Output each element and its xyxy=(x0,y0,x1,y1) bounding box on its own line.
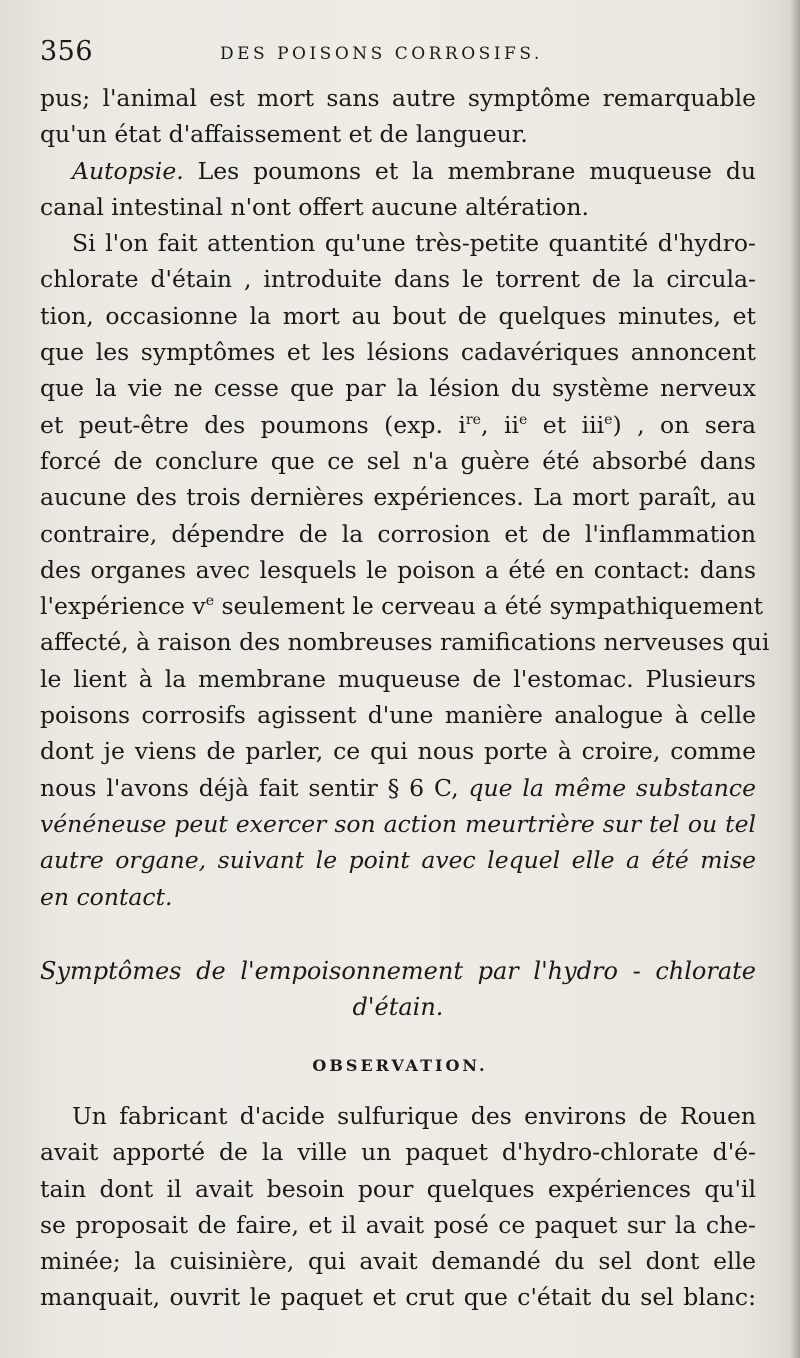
roman-numeral: ii xyxy=(503,410,519,439)
text-line: que les symptômes et les lésions cadavériques annoncent xyxy=(40,338,756,367)
italic-fragment: que la même substance xyxy=(458,773,756,802)
text-line: Si l'on fait attention qu'une très-petite quantité d'hydro- xyxy=(72,229,756,258)
text-fragment: nous l'avons déjà fait sentir § 6 C, xyxy=(40,773,459,802)
text-line: des organes avec lesquels le poison a été en contact: dans xyxy=(40,555,756,584)
text-line xyxy=(40,588,764,624)
text-fragment: Les poumons et la membrane muqueuse du xyxy=(183,156,756,185)
text-line: autre organe, suivant le point avec lequel elle a été mise xyxy=(40,846,756,875)
text-line xyxy=(40,407,756,443)
text-line: Un fabricant d'acide sulfurique des environs de Rouen xyxy=(72,1102,756,1130)
text-line: vénéneuse peut exercer son action meurtrière sur tel ou tel xyxy=(40,809,756,838)
text-line: chlorate d'étain , introduite dans le torrent de la circula- xyxy=(40,265,756,294)
text-line: tion, occasionne la mort au bout de quelques minutes, et xyxy=(40,301,756,330)
autopsie-lead: Autopsie. xyxy=(72,156,184,185)
running-head: DES POISONS CORROSIFS. xyxy=(220,44,543,64)
text-line: se proposait de faire, et il avait posé ce paquet sur la che- xyxy=(40,1210,756,1239)
text-line: affecté, à raison des nombreuses ramifications nerveuses qui xyxy=(40,628,770,657)
text-line: forcé de conclure que ce sel n'a guère été absorbé dans xyxy=(40,446,756,475)
superscript: re xyxy=(465,411,481,428)
page-edge-shadow xyxy=(790,0,800,1358)
text-line: que la vie ne cesse que par la lésion du système nerveux xyxy=(40,374,756,403)
text-line xyxy=(40,153,756,189)
section-title-line: d'étain. xyxy=(352,993,444,1021)
text-line: pus; l'animal est mort sans autre symptôme remarquable xyxy=(40,84,756,112)
roman-numeral: iii xyxy=(581,410,605,439)
text-line: en contact. xyxy=(40,882,173,911)
page-header xyxy=(40,36,760,70)
text-line: qu'un état d'affaissement et de langueur. xyxy=(40,120,528,149)
text-line xyxy=(40,770,756,806)
text-fragment: ) , on sera xyxy=(612,410,756,439)
text-fragment: et xyxy=(527,410,582,439)
text-line: contraire, dépendre de la corrosion et de l'inflammation xyxy=(40,519,756,548)
page-number: 356 xyxy=(40,36,94,67)
text-fragment: l'expérience v xyxy=(40,592,206,621)
text-line: dont je viens de parler, ce qui nous porte à croire, comme xyxy=(40,737,756,766)
text-line: avait apporté de la ville un paquet d'hydro-chlorate d'é- xyxy=(40,1138,756,1167)
text-line: canal intestinal n'ont offert aucune altération. xyxy=(40,192,589,221)
text-fragment: , xyxy=(481,410,504,439)
text-line: poisons corrosifs agissent d'une manière analogue à celle xyxy=(40,701,756,730)
text-line: manquait, ouvrit le paquet et crut que c'était du sel blanc: xyxy=(40,1283,756,1312)
body-text-upper xyxy=(40,80,770,915)
section-title xyxy=(40,953,756,1025)
text-line: aucune des trois dernières expériences. La mort paraît, au xyxy=(40,483,756,512)
observation-heading: OBSERVATION. xyxy=(312,1056,488,1075)
roman-numeral: i xyxy=(458,410,466,439)
text-fragment: et peut-être des poumons (exp. xyxy=(40,410,459,439)
text-line: minée; la cuisinière, qui avait demandé du sel dont elle xyxy=(40,1247,756,1276)
text-fragment: seulement le cerveau a été sympathiquement xyxy=(214,592,764,621)
section-title-line: Symptômes de l'empoisonnement par l'hydro - chlorate xyxy=(40,957,756,985)
text-line: tain dont il avait besoin pour quelques expériences qu'il xyxy=(40,1174,756,1203)
superscript: e xyxy=(205,593,215,610)
superscript: e xyxy=(518,411,528,428)
observation-text xyxy=(40,1098,756,1316)
superscript: e xyxy=(604,411,613,428)
text-line: le lient à la membrane muqueuse de l'estomac. Plusieurs xyxy=(40,664,756,693)
